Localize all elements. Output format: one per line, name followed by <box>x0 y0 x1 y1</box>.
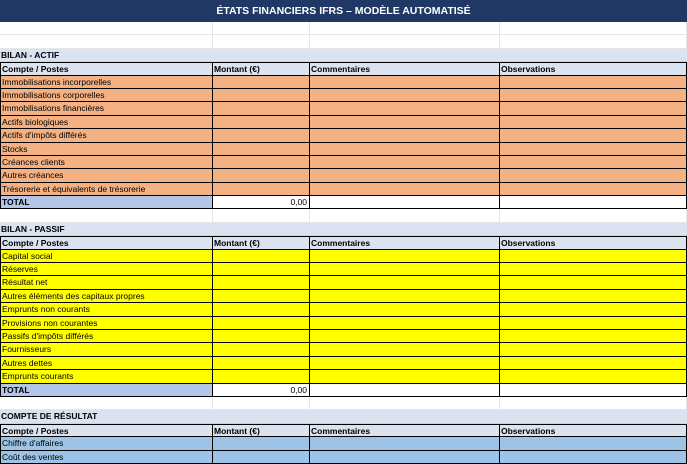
observation-cell[interactable] <box>500 89 687 102</box>
observation-cell[interactable] <box>500 451 687 464</box>
cell[interactable] <box>0 397 213 410</box>
comment-cell[interactable] <box>310 89 500 102</box>
account-label-cell[interactable]: Stocks <box>0 143 213 156</box>
comment-cell[interactable] <box>310 370 500 383</box>
observation-cell[interactable] <box>500 357 687 370</box>
cell[interactable] <box>213 410 310 423</box>
table-row <box>0 183 687 196</box>
comment-cell[interactable] <box>310 183 500 196</box>
comment-cell[interactable] <box>310 290 500 303</box>
cell[interactable] <box>310 35 500 48</box>
section-heading-passif[interactable]: BILAN - PASSIF <box>0 223 213 236</box>
observation-cell[interactable] <box>500 276 687 289</box>
amount-cell[interactable] <box>213 143 310 156</box>
observation-cell[interactable] <box>500 290 687 303</box>
comment-cell[interactable] <box>310 357 500 370</box>
amount-cell[interactable] <box>213 169 310 182</box>
column-header-compte[interactable]: Compte / Postes <box>0 424 213 437</box>
table-row <box>0 169 687 182</box>
amount-cell[interactable] <box>213 76 310 89</box>
observation-cell[interactable] <box>500 183 687 196</box>
comment-cell[interactable] <box>310 330 500 343</box>
actif-rows <box>0 76 687 197</box>
cell[interactable] <box>500 209 687 222</box>
amount-cell[interactable] <box>213 343 310 356</box>
amount-cell[interactable] <box>213 451 310 464</box>
comment-cell[interactable] <box>310 156 500 169</box>
observation-cell[interactable] <box>500 303 687 316</box>
comment-cell[interactable] <box>310 143 500 156</box>
amount-cell[interactable] <box>213 303 310 316</box>
observation-cell[interactable] <box>500 343 687 356</box>
column-header-row <box>0 236 687 249</box>
observation-cell[interactable] <box>500 437 687 450</box>
amount-cell[interactable] <box>213 250 310 263</box>
comment-cell[interactable] <box>310 317 500 330</box>
table-row <box>0 263 687 276</box>
cell[interactable] <box>0 35 213 48</box>
amount-cell[interactable] <box>213 89 310 102</box>
column-header-commentaires[interactable]: Commentaires <box>310 424 500 437</box>
table-row <box>0 303 687 316</box>
table-row <box>0 317 687 330</box>
column-header-montant[interactable]: Montant (€) <box>213 424 310 437</box>
cell[interactable] <box>500 22 687 35</box>
section-passif <box>0 223 687 236</box>
table-row <box>0 116 687 129</box>
comment-cell[interactable] <box>310 116 500 129</box>
account-label-cell[interactable]: Chiffre d'affaires <box>0 437 213 450</box>
cell[interactable] <box>0 209 213 222</box>
account-label-cell[interactable]: Actifs d'impôts différés <box>0 129 213 142</box>
amount-cell[interactable] <box>213 116 310 129</box>
column-header-compte[interactable]: Compte / Postes <box>0 62 213 75</box>
table-row <box>0 156 687 169</box>
amount-cell[interactable] <box>213 357 310 370</box>
column-header-row <box>0 424 687 437</box>
account-label-cell[interactable]: Capital social <box>0 250 213 263</box>
account-label-cell[interactable]: Fournisseurs <box>0 343 213 356</box>
account-label-cell[interactable]: Autres dettes <box>0 357 213 370</box>
amount-cell[interactable] <box>213 276 310 289</box>
amount-cell[interactable] <box>213 156 310 169</box>
column-header-observations[interactable]: Observations <box>500 62 687 75</box>
table-row <box>0 102 687 115</box>
comment-cell[interactable] <box>310 276 500 289</box>
account-label-cell[interactable]: Trésorerie et équivalents de trésorerie <box>0 183 213 196</box>
account-label-cell[interactable]: Immobilisations financières <box>0 102 213 115</box>
table-row <box>0 290 687 303</box>
cell[interactable] <box>500 35 687 48</box>
account-label-cell[interactable]: Passifs d'impôts différés <box>0 330 213 343</box>
observation-cell[interactable] <box>500 116 687 129</box>
cell[interactable] <box>500 49 687 62</box>
cell[interactable] <box>500 397 687 410</box>
account-label-cell[interactable]: Créances clients <box>0 156 213 169</box>
cell[interactable] <box>0 22 213 35</box>
table-row <box>0 357 687 370</box>
total-label[interactable]: TOTAL <box>0 196 213 209</box>
section-heading-actif[interactable]: BILAN - ACTIF <box>0 49 213 62</box>
comment-cell[interactable] <box>310 76 500 89</box>
observation-cell[interactable] <box>500 330 687 343</box>
observation-cell[interactable] <box>500 370 687 383</box>
observation-cell[interactable] <box>500 129 687 142</box>
amount-cell[interactable] <box>213 263 310 276</box>
account-label-cell[interactable]: Coût des ventes <box>0 451 213 464</box>
total-value[interactable]: 0,00 <box>213 384 310 397</box>
account-label-cell[interactable]: Réserves <box>0 263 213 276</box>
cell[interactable] <box>500 196 687 209</box>
cell[interactable] <box>213 397 310 410</box>
column-header-montant[interactable]: Montant (€) <box>213 236 310 249</box>
column-header-row <box>0 62 687 75</box>
passif-rows <box>0 250 687 384</box>
cell[interactable] <box>500 410 687 423</box>
table-row <box>0 330 687 343</box>
comment-cell[interactable] <box>310 169 500 182</box>
total-label[interactable]: TOTAL <box>0 384 213 397</box>
table-row <box>0 276 687 289</box>
cell[interactable] <box>213 209 310 222</box>
account-label-cell[interactable]: Autres éléments des capitaux propres <box>0 290 213 303</box>
amount-cell[interactable] <box>213 317 310 330</box>
cell[interactable] <box>500 223 687 236</box>
blank-row <box>0 209 687 222</box>
sheet-title[interactable]: ÉTATS FINANCIERS IFRS – MODÈLE AUTOMATISÉ <box>0 0 687 22</box>
comment-cell[interactable] <box>310 303 500 316</box>
cell[interactable] <box>310 223 500 236</box>
comment-cell[interactable] <box>310 451 500 464</box>
amount-cell[interactable] <box>213 183 310 196</box>
table-row <box>0 451 687 464</box>
table-row <box>0 343 687 356</box>
comment-cell[interactable] <box>310 437 500 450</box>
account-label-cell[interactable]: Emprunts courants <box>0 370 213 383</box>
comment-cell[interactable] <box>310 250 500 263</box>
table-row <box>0 250 687 263</box>
table-row <box>0 76 687 89</box>
account-label-cell[interactable]: Actifs biologiques <box>0 116 213 129</box>
cell[interactable] <box>310 49 500 62</box>
comment-cell[interactable] <box>310 102 500 115</box>
amount-cell[interactable] <box>213 129 310 142</box>
column-header-commentaires[interactable]: Commentaires <box>310 62 500 75</box>
table-row <box>0 143 687 156</box>
cell[interactable] <box>213 223 310 236</box>
cell[interactable] <box>213 22 310 35</box>
account-label-cell[interactable]: Immobilisations incorporelles <box>0 76 213 89</box>
total-row-actif <box>0 196 687 209</box>
blank-row <box>0 22 687 35</box>
comment-cell[interactable] <box>310 263 500 276</box>
total-value[interactable]: 0,00 <box>213 196 310 209</box>
column-header-observations[interactable]: Observations <box>500 424 687 437</box>
cell[interactable] <box>310 22 500 35</box>
comment-cell[interactable] <box>310 129 500 142</box>
account-label-cell[interactable]: Résultat net <box>0 276 213 289</box>
amount-cell[interactable] <box>213 370 310 383</box>
account-label-cell[interactable]: Immobilisations corporelles <box>0 89 213 102</box>
amount-cell[interactable] <box>213 437 310 450</box>
column-header-observations[interactable]: Observations <box>500 236 687 249</box>
amount-cell[interactable] <box>213 290 310 303</box>
cell[interactable] <box>310 196 500 209</box>
cell-grid <box>0 22 687 464</box>
observation-cell[interactable] <box>500 169 687 182</box>
column-header-commentaires[interactable]: Commentaires <box>310 236 500 249</box>
observation-cell[interactable] <box>500 317 687 330</box>
section-actif <box>0 49 687 62</box>
cell[interactable] <box>310 397 500 410</box>
cell[interactable] <box>213 49 310 62</box>
table-row <box>0 370 687 383</box>
cell[interactable] <box>310 384 500 397</box>
account-label-cell[interactable]: Provisions non courantes <box>0 317 213 330</box>
amount-cell[interactable] <box>213 102 310 115</box>
blank-row <box>0 397 687 410</box>
comment-cell[interactable] <box>310 343 500 356</box>
total-row-passif <box>0 384 687 397</box>
observation-cell[interactable] <box>500 143 687 156</box>
account-label-cell[interactable]: Autres créances <box>0 169 213 182</box>
observation-cell[interactable] <box>500 76 687 89</box>
cell[interactable] <box>310 410 500 423</box>
observation-cell[interactable] <box>500 156 687 169</box>
observation-cell[interactable] <box>500 102 687 115</box>
table-row <box>0 89 687 102</box>
observation-cell[interactable] <box>500 250 687 263</box>
table-row <box>0 129 687 142</box>
observation-cell[interactable] <box>500 263 687 276</box>
amount-cell[interactable] <box>213 330 310 343</box>
cell[interactable] <box>213 35 310 48</box>
table-row <box>0 437 687 450</box>
cell[interactable] <box>310 209 500 222</box>
column-header-compte[interactable]: Compte / Postes <box>0 236 213 249</box>
account-label-cell[interactable]: Emprunts non courants <box>0 303 213 316</box>
cell[interactable] <box>500 384 687 397</box>
blank-row <box>0 35 687 48</box>
column-header-montant[interactable]: Montant (€) <box>213 62 310 75</box>
section-resultat <box>0 410 687 423</box>
section-heading-resultat[interactable]: COMPTE DE RÉSULTAT <box>0 410 213 423</box>
